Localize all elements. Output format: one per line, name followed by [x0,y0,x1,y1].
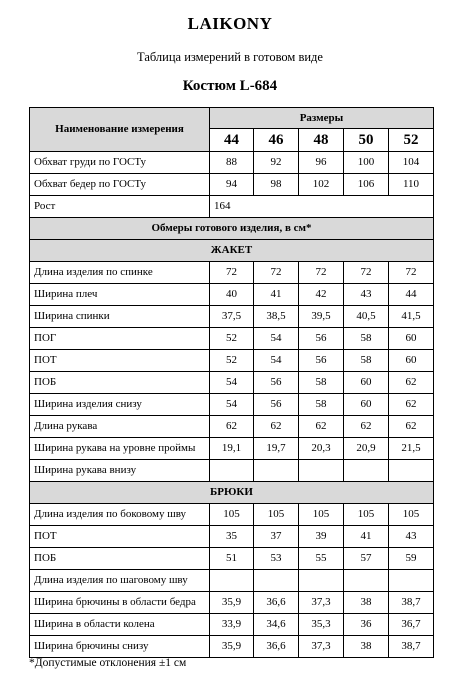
measurement-value [344,460,389,482]
measurement-value: 62 [299,416,344,438]
measurement-value: 72 [210,262,254,284]
measurement-value: 56 [254,394,299,416]
size-cell: 44 [210,129,254,152]
height-label: Рост [30,196,210,218]
measurement-value: 106 [344,174,389,196]
header-row [30,108,434,129]
measurement-value [299,460,344,482]
measurement-value: 38 [344,636,389,658]
measurement-value: 92 [254,152,299,174]
measurement-value: 19,1 [210,438,254,460]
body-measure-row [30,174,434,196]
size-cell: 50 [344,129,389,152]
measurement-value: 59 [389,548,434,570]
measurement-label: Ширина изделия снизу [30,394,210,416]
measurement-table-body [30,108,434,658]
pants-row [30,570,434,592]
measurement-value: 72 [389,262,434,284]
measurement-value [210,570,254,592]
jacket-row [30,262,434,284]
measurement-value: 36,6 [254,636,299,658]
measurement-value: 35,3 [299,614,344,636]
jacket-row [30,438,434,460]
measurement-label: Ширина рукава внизу [30,460,210,482]
height-value: 164 [210,196,434,218]
measurement-table [29,107,434,658]
measurement-label: ПОБ [30,372,210,394]
measurement-label: Длина изделия по шаговому шву [30,570,210,592]
measurement-value: 35 [210,526,254,548]
measurement-label: Ширина брючины в области бедра [30,592,210,614]
measurement-value: 37,5 [210,306,254,328]
measurement-value: 60 [344,372,389,394]
measurement-value [389,460,434,482]
measurement-value: 41 [254,284,299,306]
measurement-value: 60 [389,350,434,372]
measurement-value: 51 [210,548,254,570]
measurement-value: 40 [210,284,254,306]
measurement-label: Ширина в области колена [30,614,210,636]
measurement-value: 54 [210,372,254,394]
measurement-value: 94 [210,174,254,196]
measurement-label: Ширина спинки [30,306,210,328]
measurement-value [299,570,344,592]
size-cell: 48 [299,129,344,152]
body-measure-row [30,152,434,174]
height-row [30,196,434,218]
measurement-value [254,460,299,482]
measurement-label: Обхват бедер по ГОСТу [30,174,210,196]
measurement-value: 62 [210,416,254,438]
measurement-value: 60 [389,328,434,350]
measurement-value: 56 [299,350,344,372]
measurement-value: 105 [254,504,299,526]
measurement-value: 100 [344,152,389,174]
measurement-label: Длина изделия по спинке [30,262,210,284]
measurement-value: 42 [299,284,344,306]
measurement-value: 72 [254,262,299,284]
size-cell: 52 [389,129,434,152]
measurement-label: Ширина рукава на уровне проймы [30,438,210,460]
model-title: Костюм L-684 [182,78,278,94]
document-subtitle: Таблица измерений в готовом виде [137,50,323,64]
measurement-value: 52 [210,350,254,372]
measurement-value: 60 [344,394,389,416]
measurement-label: ПОГ [30,328,210,350]
measurement-value: 33,9 [210,614,254,636]
measurement-value: 88 [210,152,254,174]
measurement-label: Длина рукава [30,416,210,438]
measurement-value: 104 [389,152,434,174]
jacket-row [30,460,434,482]
measurement-value: 110 [389,174,434,196]
measurement-value [210,460,254,482]
jacket-row [30,394,434,416]
measurement-value: 44 [389,284,434,306]
measurement-value: 102 [299,174,344,196]
measurement-value: 39 [299,526,344,548]
measurement-value: 72 [344,262,389,284]
measurement-value: 19,7 [254,438,299,460]
measurement-label: Длина изделия по боковому шву [30,504,210,526]
measurement-value: 62 [389,372,434,394]
measurement-value: 54 [210,394,254,416]
measurement-value: 38 [344,592,389,614]
measurement-value: 20,9 [344,438,389,460]
size-cell: 46 [254,129,299,152]
measurement-value: 37,3 [299,592,344,614]
measurement-value: 36 [344,614,389,636]
jacket-row [30,416,434,438]
measurement-value [389,570,434,592]
pants-row [30,526,434,548]
measurement-value: 38,7 [389,592,434,614]
measurement-value: 62 [389,416,434,438]
measurement-value: 34,6 [254,614,299,636]
measurement-value: 52 [210,328,254,350]
measurement-value: 41,5 [389,306,434,328]
jacket-row [30,350,434,372]
pants-row [30,504,434,526]
measurement-value [254,570,299,592]
measurement-value: 56 [299,328,344,350]
jacket-row [30,284,434,306]
measurement-value [344,570,389,592]
measurement-value: 96 [299,152,344,174]
measurement-value: 43 [344,284,389,306]
pants-title-row [30,482,434,504]
pants-section-title: БРЮКИ [30,482,434,504]
measurement-value: 57 [344,548,389,570]
measurement-value: 38,7 [389,636,434,658]
measurement-value: 35,9 [210,636,254,658]
measurement-value: 105 [299,504,344,526]
measurement-label: Обхват груди по ГОСТу [30,152,210,174]
pants-row [30,636,434,658]
jacket-title-row [30,240,434,262]
measurement-value: 41 [344,526,389,548]
jacket-row [30,328,434,350]
name-header: Наименование измерения [30,108,210,152]
measurement-value: 105 [344,504,389,526]
measurement-value: 105 [389,504,434,526]
measurement-value: 58 [344,350,389,372]
sizes-header: Размеры [210,108,434,129]
measurement-label: ПОБ [30,548,210,570]
jacket-row [30,306,434,328]
measurement-value: 55 [299,548,344,570]
measurement-value: 37 [254,526,299,548]
measurement-value: 54 [254,350,299,372]
measurement-value: 53 [254,548,299,570]
brand-title: LAIKONY [187,14,273,33]
measurement-label: Ширина плеч [30,284,210,306]
jacket-section-title: ЖАКЕТ [30,240,434,262]
measurement-value: 58 [299,372,344,394]
measurement-value: 58 [299,394,344,416]
measurement-value: 37,3 [299,636,344,658]
measurement-value: 36,7 [389,614,434,636]
measurement-value: 43 [389,526,434,548]
measurement-value: 62 [254,416,299,438]
finished-header-row [30,218,434,240]
measurement-value: 20,3 [299,438,344,460]
measurement-value: 72 [299,262,344,284]
measurement-value: 58 [344,328,389,350]
finished-header: Обмеры готового изделия, в см* [30,218,434,240]
measurement-value: 54 [254,328,299,350]
tolerance-note: *Допустимые отклонения ±1 см [29,657,187,669]
measurement-value: 39,5 [299,306,344,328]
measurement-value: 40,5 [344,306,389,328]
measurement-value: 38,5 [254,306,299,328]
jacket-row [30,372,434,394]
measurement-value: 36,6 [254,592,299,614]
measurement-value: 62 [344,416,389,438]
measurement-label: ПОТ [30,526,210,548]
measurement-value: 56 [254,372,299,394]
measurement-value: 62 [389,394,434,416]
measurement-label: ПОТ [30,350,210,372]
measurement-label: Ширина брючины снизу [30,636,210,658]
measurement-value: 98 [254,174,299,196]
measurement-value: 105 [210,504,254,526]
pants-row [30,592,434,614]
pants-row [30,548,434,570]
measurement-value: 35,9 [210,592,254,614]
pants-row [30,614,434,636]
measurement-value: 21,5 [389,438,434,460]
